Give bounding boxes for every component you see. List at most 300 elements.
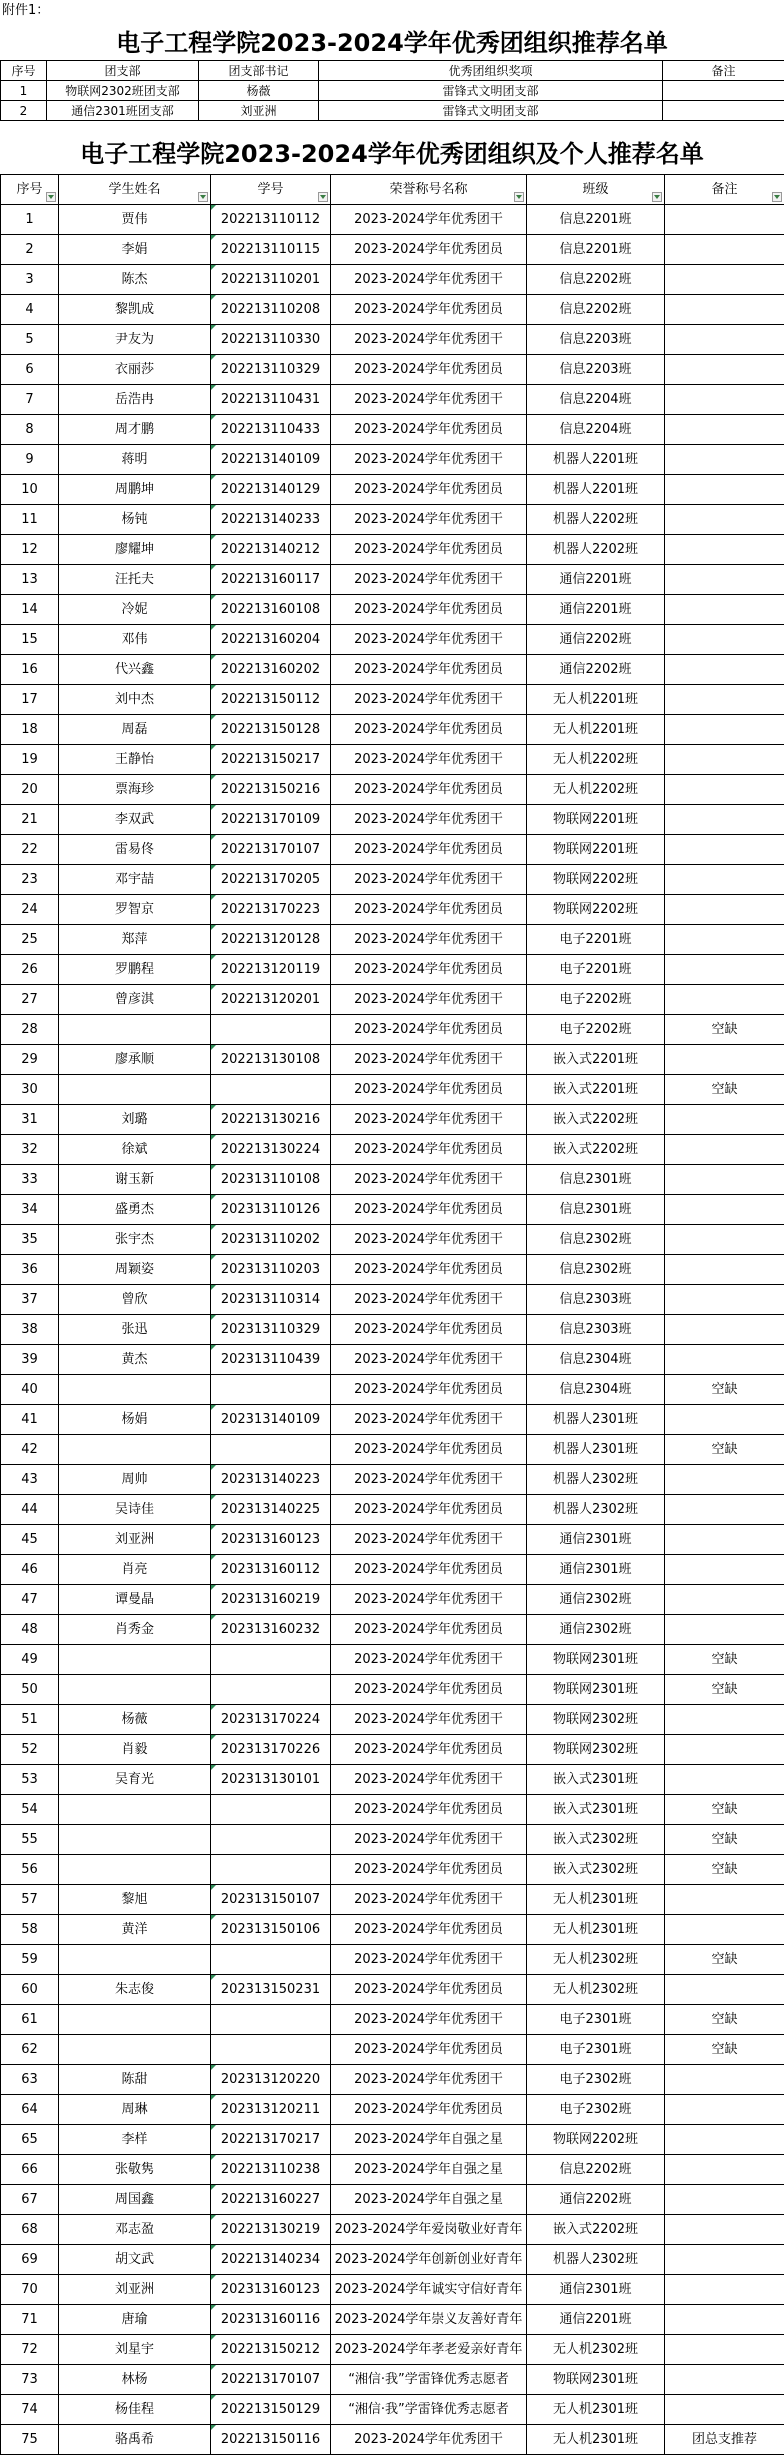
cell-student-name: 贾伟: [59, 205, 211, 235]
cell-honor: 2023-2024学年优秀团员: [331, 775, 527, 805]
cell-class: 无人机2201班: [527, 715, 665, 745]
cell-student-name: 曾欣: [59, 1285, 211, 1315]
cell-student-name: 刘亚洲: [59, 2275, 211, 2305]
table-header-row: [1, 61, 784, 81]
cell-index: 35: [1, 1225, 59, 1255]
cell-honor: 2023-2024学年优秀团员: [331, 1915, 527, 1945]
cell-remark: [665, 2095, 784, 2125]
cell-student-name: [59, 1795, 211, 1825]
cell-honor: 2023-2024学年优秀团干: [331, 1585, 527, 1615]
cell-student-name: 刘星宇: [59, 2335, 211, 2365]
cell-index: 25: [1, 925, 59, 955]
table-row: [1, 865, 784, 895]
cell-index: 16: [1, 655, 59, 685]
cell-class: 通信2202班: [527, 655, 665, 685]
cell-student-id: [211, 1075, 331, 1105]
cell-student-name: 邓志盈: [59, 2215, 211, 2245]
cell-class: 机器人2302班: [527, 2245, 665, 2275]
filter-dropdown-icon[interactable]: [46, 192, 56, 202]
cell-class: 物联网2302班: [527, 1705, 665, 1735]
cell-honor: 2023-2024学年优秀团干: [331, 1645, 527, 1675]
cell-remark: [665, 1765, 784, 1795]
cell-student-name: 胡文武: [59, 2245, 211, 2275]
cell-student-name: 吴育光: [59, 1765, 211, 1795]
cell-remark: [665, 1225, 784, 1255]
table-row: [1, 565, 784, 595]
header-secretary: 团支部书记: [199, 61, 319, 81]
cell-student-name: 周鹏坤: [59, 475, 211, 505]
cell-class: 通信2302班: [527, 1615, 665, 1645]
cell-remark: [665, 1105, 784, 1135]
cell-student-name: 朱志俊: [59, 1975, 211, 2005]
cell-student-id: 202313160232: [211, 1615, 331, 1645]
cell-honor: 2023-2024学年优秀团干: [331, 1525, 527, 1555]
cell-student-name: 周颖姿: [59, 1255, 211, 1285]
cell-student-id: 202213120128: [211, 925, 331, 955]
cell-class: 信息2302班: [527, 1225, 665, 1255]
table-row: [1, 1075, 784, 1105]
cell-index: 61: [1, 2005, 59, 2035]
cell-remark: [665, 235, 784, 265]
cell-branch: 通信2301班团支部: [47, 101, 199, 121]
cell-student-id: 202213110431: [211, 385, 331, 415]
cell-honor: 2023-2024学年孝老爱亲好青年: [331, 2335, 527, 2365]
cell-student-id: 202313140223: [211, 1465, 331, 1495]
cell-student-name: 盛勇杰: [59, 1195, 211, 1225]
cell-student-name: 岳浩冉: [59, 385, 211, 415]
cell-remark: [665, 295, 784, 325]
cell-index: 43: [1, 1465, 59, 1495]
cell-remark: [665, 325, 784, 355]
header-branch: 团支部: [47, 61, 199, 81]
cell-honor: 2023-2024学年优秀团员: [331, 1435, 527, 1465]
cell-honor: 2023-2024学年优秀团员: [331, 1015, 527, 1045]
cell-remark: [665, 775, 784, 805]
cell-index: 14: [1, 595, 59, 625]
filter-dropdown-icon[interactable]: [318, 192, 328, 202]
cell-honor: 2023-2024学年优秀团干: [331, 1765, 527, 1795]
cell-remark: [665, 1975, 784, 2005]
table-row: [1, 1795, 784, 1825]
cell-remark: [665, 265, 784, 295]
header-class: [527, 175, 665, 205]
cell-remark: [665, 1525, 784, 1555]
cell-class: 信息2203班: [527, 355, 665, 385]
cell-index: 38: [1, 1315, 59, 1345]
header-remark: [665, 175, 784, 205]
cell-student-name: 杨娟: [59, 1405, 211, 1435]
table-row: [1, 355, 784, 385]
cell-remark: 空缺: [665, 1075, 784, 1105]
cell-class: 机器人2302班: [527, 1465, 665, 1495]
cell-student-id: 202213170217: [211, 2125, 331, 2155]
cell-remark: [663, 81, 784, 101]
table-row: [1, 1435, 784, 1465]
cell-remark: 空缺: [665, 2035, 784, 2065]
cell-student-id: 202213150216: [211, 775, 331, 805]
table-row: [1, 1645, 784, 1675]
cell-student-id: 202213110433: [211, 415, 331, 445]
cell-student-name: 李娟: [59, 235, 211, 265]
cell-remark: [665, 2185, 784, 2215]
cell-remark: [665, 1195, 784, 1225]
table-row: [1, 2035, 784, 2065]
cell-student-id: [211, 1945, 331, 1975]
cell-honor: 2023-2024学年优秀团员: [331, 715, 527, 745]
cell-class: 电子2202班: [527, 985, 665, 1015]
cell-index: 48: [1, 1615, 59, 1645]
cell-class: 嵌入式2201班: [527, 1045, 665, 1075]
filter-dropdown-icon[interactable]: [198, 192, 208, 202]
cell-honor: 2023-2024学年优秀团干: [331, 505, 527, 535]
cell-index: 22: [1, 835, 59, 865]
cell-remark: [665, 565, 784, 595]
cell-class: 信息2202班: [527, 2155, 665, 2185]
cell-index: 71: [1, 2305, 59, 2335]
cell-index: 64: [1, 2095, 59, 2125]
cell-student-id: 202213140212: [211, 535, 331, 565]
cell-honor: 2023-2024学年崇义友善好青年: [331, 2305, 527, 2335]
cell-index: 26: [1, 955, 59, 985]
cell-remark: [665, 2305, 784, 2335]
cell-honor: 2023-2024学年优秀团员: [331, 1495, 527, 1525]
cell-index: 74: [1, 2395, 59, 2425]
table-row: [1, 655, 784, 685]
cell-honor: 2023-2024学年优秀团员: [331, 1855, 527, 1885]
table-row: [1, 295, 784, 325]
table-row: [1, 385, 784, 415]
table-row: [1, 2125, 784, 2155]
cell-student-id: 202313160123: [211, 2275, 331, 2305]
cell-honor: 2023-2024学年优秀团干: [331, 265, 527, 295]
cell-student-id: 202213160202: [211, 655, 331, 685]
cell-index: 36: [1, 1255, 59, 1285]
table-row: [1, 775, 784, 805]
cell-remark: [665, 1045, 784, 1075]
cell-class: 机器人2201班: [527, 445, 665, 475]
cell-class: 物联网2301班: [527, 1675, 665, 1705]
table-row: [1, 2245, 784, 2275]
cell-remark: 空缺: [665, 1645, 784, 1675]
cell-index: 23: [1, 865, 59, 895]
cell-honor: 2023-2024学年优秀团干: [331, 1345, 527, 1375]
cell-class: 信息2204班: [527, 385, 665, 415]
cell-honor: 2023-2024学年优秀团员: [331, 1735, 527, 1765]
cell-secretary: 杨薇: [199, 81, 319, 101]
cell-student-name: 张宇杰: [59, 1225, 211, 1255]
cell-student-id: 202313110202: [211, 1225, 331, 1255]
cell-class: 通信2301班: [527, 2275, 665, 2305]
cell-honor: 2023-2024学年优秀团干: [331, 1405, 527, 1435]
table-row: [1, 235, 784, 265]
table-row: [1, 1375, 784, 1405]
cell-class: 通信2202班: [527, 625, 665, 655]
cell-index: 30: [1, 1075, 59, 1105]
cell-student-name: 邓伟: [59, 625, 211, 655]
cell-student-id: 202213160108: [211, 595, 331, 625]
cell-honor: 2023-2024学年优秀团干: [331, 1045, 527, 1075]
cell-student-id: 202313140109: [211, 1405, 331, 1435]
cell-remark: [665, 955, 784, 985]
table-row: [1, 1765, 784, 1795]
cell-remark: [665, 655, 784, 685]
cell-student-id: 202213110201: [211, 265, 331, 295]
cell-remark: [665, 2155, 784, 2185]
cell-index: 1: [1, 205, 59, 235]
cell-index: 46: [1, 1555, 59, 1585]
cell-honor: 2023-2024学年优秀团干: [331, 685, 527, 715]
org-recommendation-title: 电子工程学院2023-2024学年优秀团组织推荐名单: [0, 26, 784, 60]
cell-remark: [665, 1885, 784, 1915]
cell-honor: 2023-2024学年优秀团干: [331, 1705, 527, 1735]
cell-student-name: 李样: [59, 2125, 211, 2155]
cell-index: 6: [1, 355, 59, 385]
table-row: [1, 685, 784, 715]
table-row: [1, 1225, 784, 1255]
cell-student-id: 202213110208: [211, 295, 331, 325]
cell-student-name: 徐斌: [59, 1135, 211, 1165]
cell-remark: [665, 1255, 784, 1285]
cell-index: 52: [1, 1735, 59, 1765]
cell-student-id: 202313170224: [211, 1705, 331, 1735]
cell-honor: 2023-2024学年爱岗敬业好青年: [331, 2215, 527, 2245]
cell-student-name: 张敬隽: [59, 2155, 211, 2185]
cell-honor: 2023-2024学年优秀团干: [331, 2425, 527, 2455]
cell-class: 机器人2301班: [527, 1405, 665, 1435]
cell-index: 31: [1, 1105, 59, 1135]
header-index-label: 序号: [16, 182, 42, 197]
cell-student-id: 202313140225: [211, 1495, 331, 1525]
cell-remark: [665, 1165, 784, 1195]
cell-class: 通信2301班: [527, 1555, 665, 1585]
cell-remark: [665, 805, 784, 835]
table-row: [1, 2305, 784, 2335]
cell-remark: [665, 445, 784, 475]
cell-class: 信息2201班: [527, 235, 665, 265]
cell-student-name: [59, 1435, 211, 1465]
cell-student-id: [211, 1435, 331, 1465]
cell-student-name: 雷易佟: [59, 835, 211, 865]
cell-remark: [665, 535, 784, 565]
cell-student-name: 邓宇喆: [59, 865, 211, 895]
cell-student-id: [211, 1825, 331, 1855]
cell-honor: 2023-2024学年优秀团干: [331, 1165, 527, 1195]
cell-student-name: 票海珍: [59, 775, 211, 805]
header-remark-label: 备注: [711, 182, 737, 197]
cell-remark: [665, 685, 784, 715]
cell-student-id: 202313110203: [211, 1255, 331, 1285]
cell-student-name: 郑萍: [59, 925, 211, 955]
table-row: [1, 101, 784, 121]
cell-honor: 2023-2024学年自强之星: [331, 2125, 527, 2155]
table-row: [1, 1705, 784, 1735]
cell-index: 2: [1, 101, 47, 121]
cell-award: 雷锋式文明团支部: [319, 81, 663, 101]
cell-student-id: 202213170107: [211, 2365, 331, 2395]
table-row: [1, 1015, 784, 1045]
cell-index: 56: [1, 1855, 59, 1885]
cell-class: 嵌入式2202班: [527, 1105, 665, 1135]
table-row: [1, 1285, 784, 1315]
cell-student-id: 202213140234: [211, 2245, 331, 2275]
cell-class: 物联网2302班: [527, 1735, 665, 1765]
table-row: [1, 955, 784, 985]
cell-honor: 2023-2024学年优秀团干: [331, 1465, 527, 1495]
cell-index: 62: [1, 2035, 59, 2065]
cell-remark: [665, 625, 784, 655]
table-row: [1, 745, 784, 775]
cell-index: 28: [1, 1015, 59, 1045]
cell-honor: 2023-2024学年优秀团员: [331, 475, 527, 505]
cell-honor: 2023-2024学年优秀团员: [331, 415, 527, 445]
cell-index: 57: [1, 1885, 59, 1915]
cell-index: 27: [1, 985, 59, 1015]
cell-student-id: 202213140233: [211, 505, 331, 535]
cell-student-name: 黄洋: [59, 1915, 211, 1945]
cell-student-name: [59, 1645, 211, 1675]
table-row: [1, 2425, 784, 2455]
cell-remark: [665, 505, 784, 535]
cell-class: 电子2301班: [527, 2005, 665, 2035]
table-row: [1, 1465, 784, 1495]
cell-student-name: 陈杰: [59, 265, 211, 295]
cell-class: 电子2201班: [527, 955, 665, 985]
cell-student-id: 202213110330: [211, 325, 331, 355]
cell-student-id: 202213140109: [211, 445, 331, 475]
cell-student-id: [211, 1795, 331, 1825]
cell-index: 44: [1, 1495, 59, 1525]
cell-honor: 2023-2024学年优秀团员: [331, 2035, 527, 2065]
cell-honor: 2023-2024学年优秀团员: [331, 1975, 527, 2005]
cell-student-name: [59, 1015, 211, 1045]
cell-index: 33: [1, 1165, 59, 1195]
cell-index: 19: [1, 745, 59, 775]
cell-remark: [665, 1315, 784, 1345]
table-row: [1, 1135, 784, 1165]
cell-class: 嵌入式2201班: [527, 1075, 665, 1105]
cell-student-id: 202213150212: [211, 2335, 331, 2365]
cell-index: 2: [1, 235, 59, 265]
attachment-label: 附件1：: [2, 0, 49, 22]
cell-honor: 2023-2024学年优秀团干: [331, 745, 527, 775]
cell-student-id: 202313160116: [211, 2305, 331, 2335]
cell-student-id: 202213160117: [211, 565, 331, 595]
filter-dropdown-icon[interactable]: [772, 192, 782, 202]
cell-class: 物联网2202班: [527, 2125, 665, 2155]
cell-student-name: 衣丽莎: [59, 355, 211, 385]
cell-student-id: 202213110112: [211, 205, 331, 235]
filter-dropdown-icon[interactable]: [652, 192, 662, 202]
cell-index: 54: [1, 1795, 59, 1825]
cell-student-id: 202213160204: [211, 625, 331, 655]
table-row: [1, 325, 784, 355]
cell-honor: 2023-2024学年优秀团干: [331, 325, 527, 355]
cell-index: 39: [1, 1345, 59, 1375]
cell-student-id: 202313110108: [211, 1165, 331, 1195]
table-row: [1, 2095, 784, 2125]
cell-student-name: 廖耀坤: [59, 535, 211, 565]
cell-class: 信息2303班: [527, 1315, 665, 1345]
cell-class: 信息2204班: [527, 415, 665, 445]
cell-student-id: 202313150107: [211, 1885, 331, 1915]
cell-student-id: 202213130216: [211, 1105, 331, 1135]
cell-student-id: 202213150116: [211, 2425, 331, 2455]
cell-index: 60: [1, 1975, 59, 2005]
cell-class: 机器人2202班: [527, 505, 665, 535]
cell-class: 机器人2202班: [527, 535, 665, 565]
cell-student-name: [59, 1075, 211, 1105]
table-row: [1, 475, 784, 505]
cell-remark: [665, 1585, 784, 1615]
cell-class: 信息2303班: [527, 1285, 665, 1315]
table-row: [1, 2185, 784, 2215]
table-row: [1, 265, 784, 295]
cell-remark: [665, 2065, 784, 2095]
cell-student-name: 李双武: [59, 805, 211, 835]
cell-index: 42: [1, 1435, 59, 1465]
org-recommendation-table: [0, 60, 784, 121]
filter-dropdown-icon[interactable]: [514, 192, 524, 202]
cell-student-name: [59, 2035, 211, 2065]
cell-student-id: [211, 2035, 331, 2065]
cell-index: 49: [1, 1645, 59, 1675]
table-row: [1, 205, 784, 235]
cell-honor: 2023-2024学年诚实守信好青年: [331, 2275, 527, 2305]
cell-index: 66: [1, 2155, 59, 2185]
cell-remark: [665, 1345, 784, 1375]
cell-index: 40: [1, 1375, 59, 1405]
cell-class: 物联网2202班: [527, 865, 665, 895]
cell-honor: 2023-2024学年优秀团员: [331, 535, 527, 565]
cell-student-name: 肖秀金: [59, 1615, 211, 1645]
cell-student-id: 202313130101: [211, 1765, 331, 1795]
header-class-label: 班级: [582, 182, 608, 197]
header-honor: [331, 175, 527, 205]
cell-remark: [665, 1915, 784, 1945]
cell-student-id: 202213120119: [211, 955, 331, 985]
cell-remark: [665, 2125, 784, 2155]
cell-class: 电子2301班: [527, 2035, 665, 2065]
cell-honor: 2023-2024学年创新创业好青年: [331, 2245, 527, 2275]
header-honor-label: 荣誉称号名称: [389, 182, 467, 197]
cell-remark: [665, 2395, 784, 2425]
cell-remark: [665, 2215, 784, 2245]
cell-student-id: 202213150217: [211, 745, 331, 775]
cell-honor: 2023-2024学年优秀团员: [331, 1615, 527, 1645]
cell-honor: 2023-2024学年优秀团员: [331, 1675, 527, 1705]
cell-index: 72: [1, 2335, 59, 2365]
cell-class: 信息2201班: [527, 205, 665, 235]
cell-student-id: 202313170226: [211, 1735, 331, 1765]
cell-class: 信息2202班: [527, 295, 665, 325]
cell-student-name: 曾彦淇: [59, 985, 211, 1015]
cell-student-id: 202213110329: [211, 355, 331, 385]
table-row: [1, 805, 784, 835]
cell-class: 信息2203班: [527, 325, 665, 355]
table-row: [1, 1735, 784, 1765]
cell-index: 12: [1, 535, 59, 565]
table-row: [1, 1345, 784, 1375]
cell-student-name: 代兴鑫: [59, 655, 211, 685]
cell-student-name: 骆禹希: [59, 2425, 211, 2455]
cell-student-id: 202313160219: [211, 1585, 331, 1615]
cell-remark: [665, 1705, 784, 1735]
cell-remark: [665, 2245, 784, 2275]
cell-honor: “湘信·我”学雷锋优秀志愿者: [331, 2395, 527, 2425]
cell-student-name: 廖承顺: [59, 1045, 211, 1075]
cell-student-name: 谢玉新: [59, 1165, 211, 1195]
table-row: [1, 1045, 784, 1075]
